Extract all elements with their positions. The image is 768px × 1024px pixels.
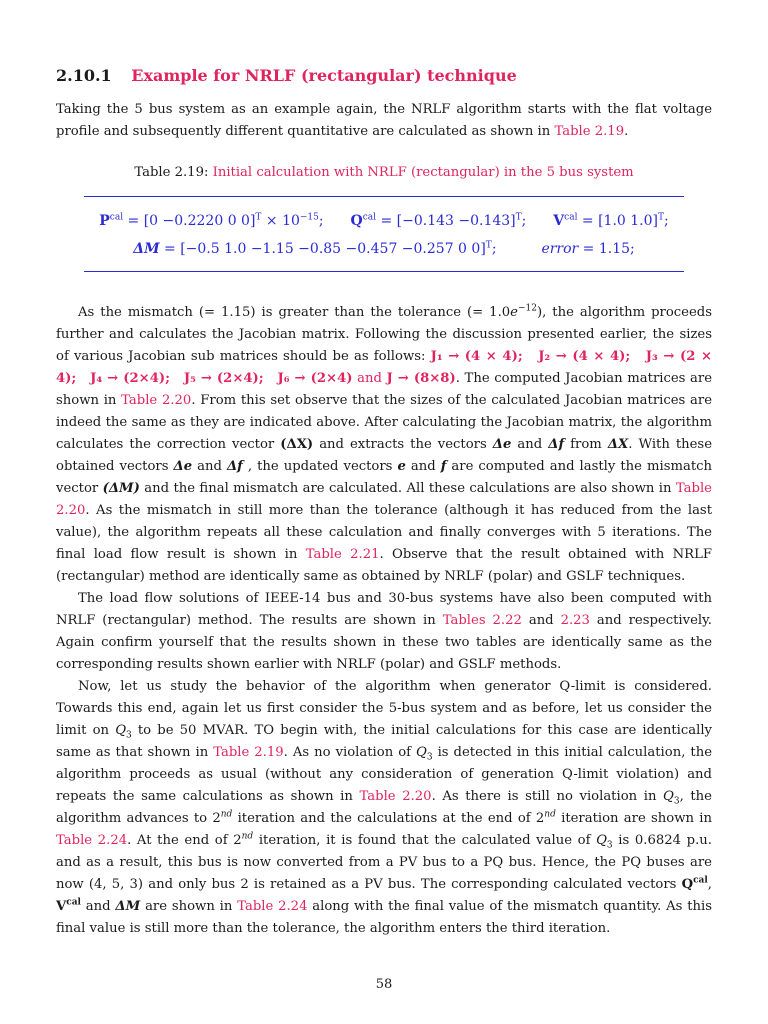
table-link[interactable]: Tables 2.22 <box>442 613 522 628</box>
page-content <box>56 66 712 940</box>
section-title: Example for NRLF (rectangular) technique <box>131 66 517 85</box>
v-cal-equation: $V^{cal} = [1.0$ 1.0]$^T$; <box>553 212 669 229</box>
error-equation: error = 1.15; <box>541 241 635 257</box>
table-link[interactable]: Table 2.19 <box>554 124 625 139</box>
table-link[interactable]: Table 2.20 <box>359 789 432 804</box>
delta-m-equation: ΔM = [−0.5 1.0 −1.15 −0.85 −0.457 −0.257 0 0]$^T$; <box>133 240 497 257</box>
table-link[interactable]: Table 2.21 <box>305 547 380 562</box>
table-link[interactable]: Table 2.19 <box>213 745 284 760</box>
page-number: 58 <box>375 977 393 992</box>
paragraph-2: The load flow solutions of IEEE-14 bus and 30-bus systems have also been computed with NRLF (rectangular) method. The results are shown in Tables 2.22 and 2.23 and respectively. Again confirm yourself that the results shown in these two tables are identically same as the corresponding results shown earlier with NRLF (polar) and GSLF methods. <box>56 591 712 672</box>
p-cal-equation: $P^{cal} = [0 -0.2220$ 0 $0]^T \times 10^{-15}$; <box>99 212 324 229</box>
q-cal-equation: $Q^{cal} = [-0.143 -0.143]^T$; <box>350 212 527 229</box>
paragraph-3: Now, let us study the behavior of the algorithm when generator Q-limit is considered. Towards this end, again let us first consider the 5-bus system and as before, let us consider the limit on $Q_3$ to be 50 MVAR. TO begin with, the initial calculations for this case are identically same as that shown in Table 2.19. As no violation of $Q_3$ is detected in this initial calculation, the algorithm proceeds as usual (without any consideration of generation Q-limit violation) and repeats the same calculations as shown in Table 2.20. As there is still no violation in $Q_3$, the algorithm advances to 2nd iteration and the calculations at the end of 2nd iteration are shown in Table 2.24. At the end of 2nd iteration, it is found that the calculated value of $Q_3$ is 0.6824 p.u. and as a result, this bus is now converted from a PV bus to a PQ bus. Hence, the PQ buses are now (4, 5, 3) and only bus 2 is retained as a PV bus. The corresponding calculated vectors $Q^{cal}$, $V^{cal}$ and ΔM are shown in Table 2.24 along with the final value of the mismatch quantity. As this final value is still more than the tolerance, the algorithm enters the third iteration. <box>56 679 713 936</box>
table-link[interactable]: 2.23 <box>560 613 590 628</box>
section-number: 2.10.1 <box>56 66 112 85</box>
equation-row-2 <box>84 235 684 263</box>
paragraph-1: As the mismatch (= 1.15) is greater than the tolerance (= $1.0e^{-12}$), the algorithm proceeds further and calculates the Jacobian matrix. Following the discussion presented earlier, the sizes of various Jacobian sub matrices should be as follows: J₁ → (4 × 4); J₂ → (4 × 4); J₃ → (2 × 4); J₄ → (2×4); J₅ → (2×4); J₆ → (2×4) and J → (8×8). The computed Jacobian matrices are shown in Table 2.20. From this set observe that the sizes of the calculated Jacobian matrices are indeed the same as they are indicated above. After calculating the Jacobian matrix, the algorithm calculates the correction vector (ΔX) and extracts the vectors Δe and Δf from ΔX. With these obtained vectors Δe and Δf , the updated vectors e and f are computed and lastly the mismatch vector (ΔM) and the final mismatch are calculated. All these calculations are also shown in Table 2.20. As the mismatch in still more than the tolerance (although it has reduced from the last value), the algorithm repeats all these calculation and finally converges with 5 iterations. The final load flow result is shown in Table 2.21. Observe that the result obtained with NRLF (rectangular) method are identically same as obtained by NRLF (polar) and GSLF techniques. <box>56 303 713 584</box>
table-caption-text: Initial calculation with NRLF (rectangular) in the 5 bus system <box>212 165 634 180</box>
section-heading <box>56 66 712 85</box>
table-link[interactable]: Table 2.20 <box>56 481 712 518</box>
table-link[interactable]: Table 2.24 <box>237 899 308 914</box>
equation-row-1 <box>84 207 684 235</box>
table-link[interactable]: Table 2.24 <box>56 833 128 848</box>
equation-table <box>84 196 684 272</box>
table-link[interactable]: Table 2.20 <box>121 393 192 408</box>
intro-paragraph: Taking the 5 bus system as an example again, the NRLF algorithm starts with the flat voltage profile and subsequently different quantitative are calculated as shown in Table 2.19. <box>56 102 712 139</box>
table-caption <box>56 165 712 180</box>
table-caption-label: Table 2.19: <box>134 165 209 180</box>
